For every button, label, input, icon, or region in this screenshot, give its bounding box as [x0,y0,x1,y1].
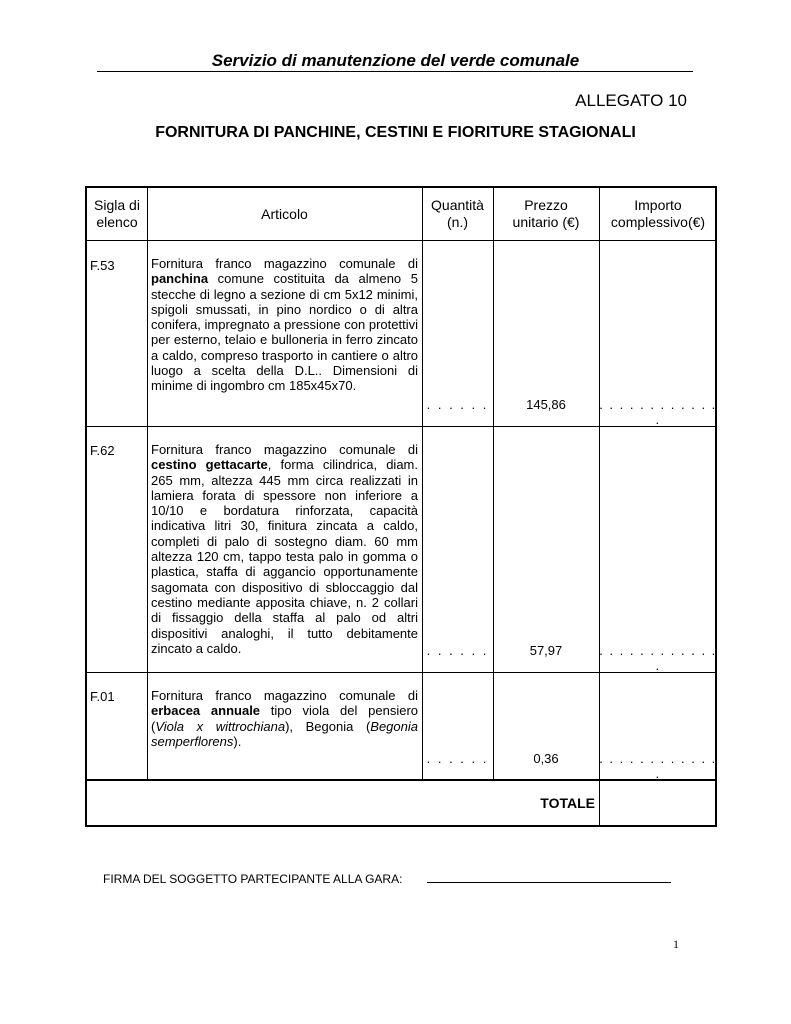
row-quantity: . . . . . . [426,397,489,412]
page-number: 1 [673,937,679,951]
row-code: F.01 [90,689,115,704]
totale-value [599,781,717,825]
row-description: Fornitura franco magazzino comunale di erbacea annuale tipo viola del pensiero (Viola x wittrochiana), Begonia (Begonia semperflorens). [151,688,419,749]
column-header-quantita: Quantità (n.) [431,197,484,230]
row-description: Fornitura franco magazzino comunale di cestino gettacarte, forma cilindrica, diam. 265 mm, altezza 445 mm circa realizzati in lamiera forata di spessore non inferiore a 10/10 e bordatura rinforzata, capacità indicativa litri 30, finitura zincata a caldo, completi di palo di sostegno diam. 60 mm altezza 120 cm, tappo testa palo in gomma o plastica, staffa di aggancio opportunamente sagomata con dispositivo di sbloccaggio dal cestino mediante apposita chiave, n. 2 collari di fissaggio della staffa al palo od altri dispositivi analoghi, il tutto debitamente zincato a caldo. [151,442,418,656]
signature-label: FIRMA DEL SOGGETTO PARTECIPANTE ALLA GARA: [103,872,403,886]
column-header-importo: Importo complessivo(€) [610,197,706,230]
column-header-prezzo: Prezzo unitario (€) [512,197,580,230]
signature-line[interactable] [427,882,671,883]
header-title: Servizio di manutenzione del verde comunale [211,51,580,70]
row-unit-price: 145,86 [526,397,566,412]
row-total: . . . . . . . . . . . . . [599,751,717,782]
row-divider [87,240,715,241]
column-divider [493,188,494,779]
column-header-articolo: Articolo [261,205,308,222]
row-code: F.53 [90,258,115,273]
row-description: Fornitura franco magazzino comunale di panchina comune costituita da almeno 5 stecche di legno a sezione di cm 5x12 minimi, spigoli smussati, in pino nordico o di altra conifera, impregnato a pressione con protettivi per esterno, telaio e bulloneria in ferro zincato a caldo, compreso trasporto in cantiere o altro luogo a scelta della D.L.. Dimensioni di minime di ingombro cm 185x45x70. [151,256,418,394]
column-divider [147,188,148,779]
column-header-sigla: Sigla di elenco [94,197,140,230]
totale-label: TOTALE [540,795,595,811]
allegato-label: ALLEGATO 10 [575,91,687,110]
row-unit-price: 57,97 [529,643,563,658]
column-divider [599,188,600,825]
price-table [85,186,717,827]
row-unit-price: 0,36 [533,751,559,766]
column-divider [422,188,423,779]
header-rule [97,71,693,72]
document-title: FORNITURA DI PANCHINE, CESTINI E FIORITURE STAGIONALI [155,124,636,141]
row-code: F.62 [90,443,115,458]
row-quantity: . . . . . . [426,751,489,766]
row-quantity: . . . . . . [426,643,489,658]
row-total: . . . . . . . . . . . . . [599,643,717,674]
row-total: . . . . . . . . . . . . . [599,397,717,428]
